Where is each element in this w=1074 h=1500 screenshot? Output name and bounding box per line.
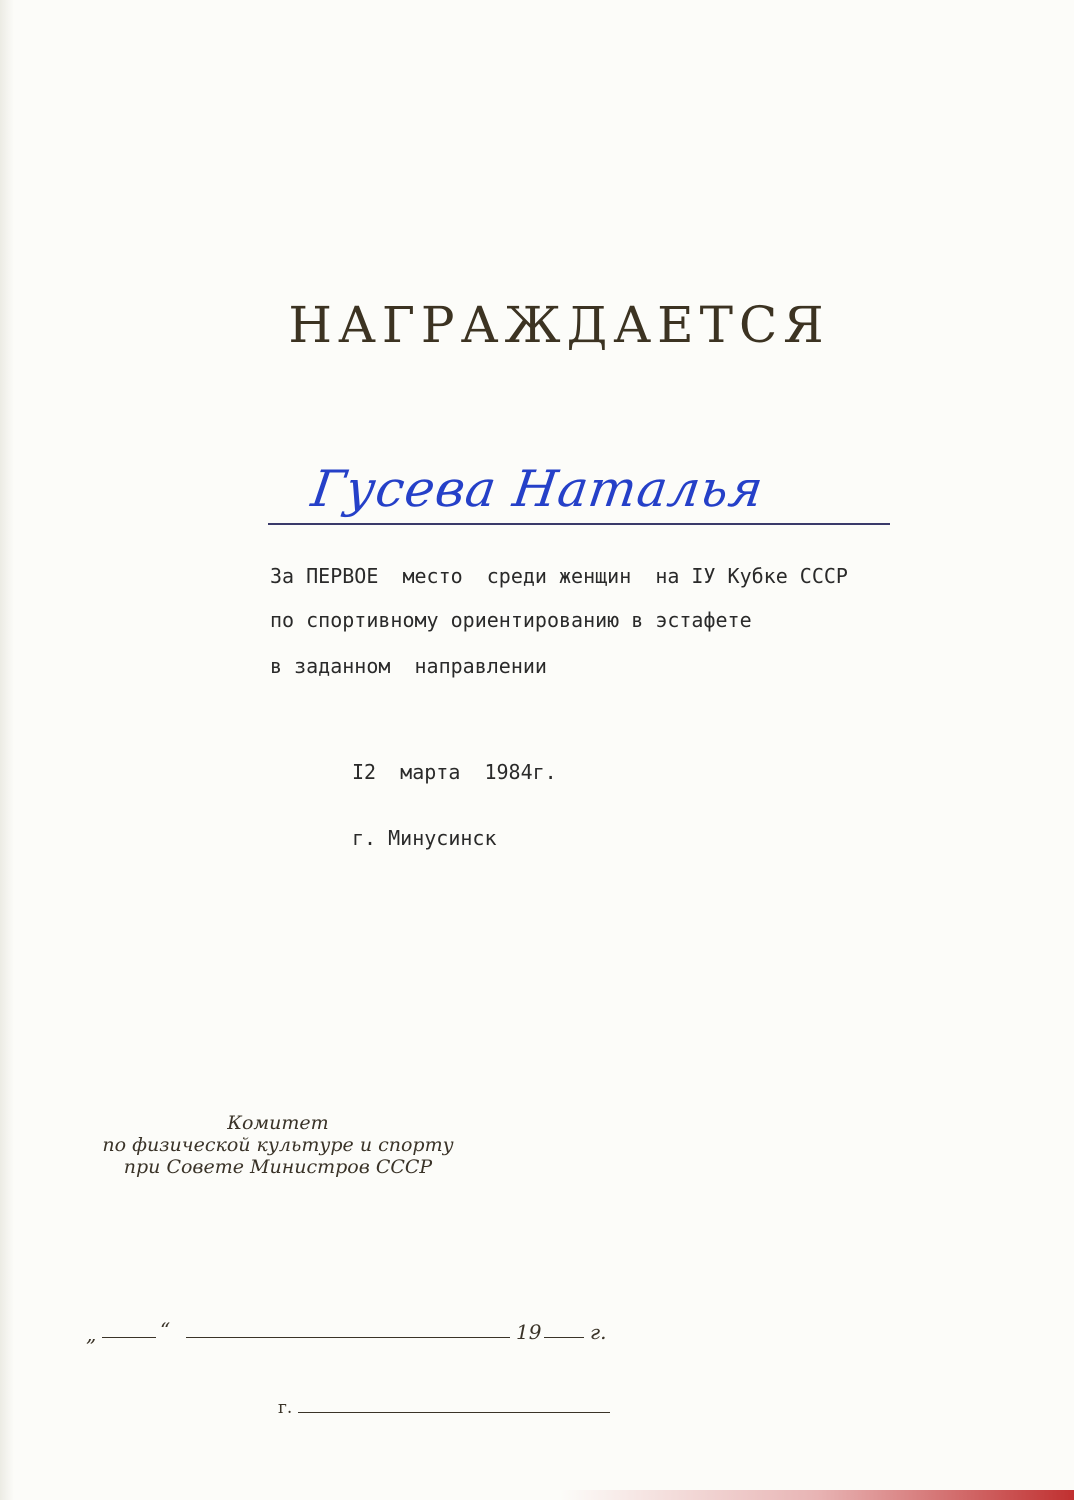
organization-line-2: по физической культуре и спорту — [102, 1134, 454, 1156]
organization-line-3: при Совете Министров СССР — [123, 1156, 433, 1178]
organization-line-1: Комитет — [227, 1112, 329, 1134]
paper-bottom-edge — [560, 1490, 1074, 1500]
recipient-name-underline — [268, 523, 890, 525]
blank-year-line — [544, 1337, 584, 1338]
citation-line-3: в заданном направлении — [270, 654, 547, 678]
issuing-organization — [88, 1112, 468, 1178]
certificate-heading: НАГРАЖДАЕТСЯ — [288, 296, 830, 354]
date-close-quote: “ — [160, 1318, 171, 1342]
blank-city-line — [298, 1412, 610, 1413]
citation-line-2: по спортивному ориентированию в эстафете — [270, 608, 752, 632]
blank-month-line — [186, 1337, 510, 1338]
citation-line-1: За ПЕРВОЕ место среди женщин на IУ Кубке СССР — [270, 564, 848, 588]
recipient-name: Гусева Наталья — [307, 460, 768, 518]
award-date: I2 марта 1984г. — [352, 760, 557, 784]
date-open-quote: „ — [86, 1322, 97, 1346]
year-prefix: 19 — [516, 1320, 542, 1344]
city-prefix: г. — [278, 1398, 293, 1418]
paper-edge-shadow — [0, 0, 14, 1500]
year-suffix: г. — [590, 1320, 607, 1344]
blank-day-line — [102, 1337, 156, 1338]
award-city: г. Минусинск — [352, 826, 497, 850]
